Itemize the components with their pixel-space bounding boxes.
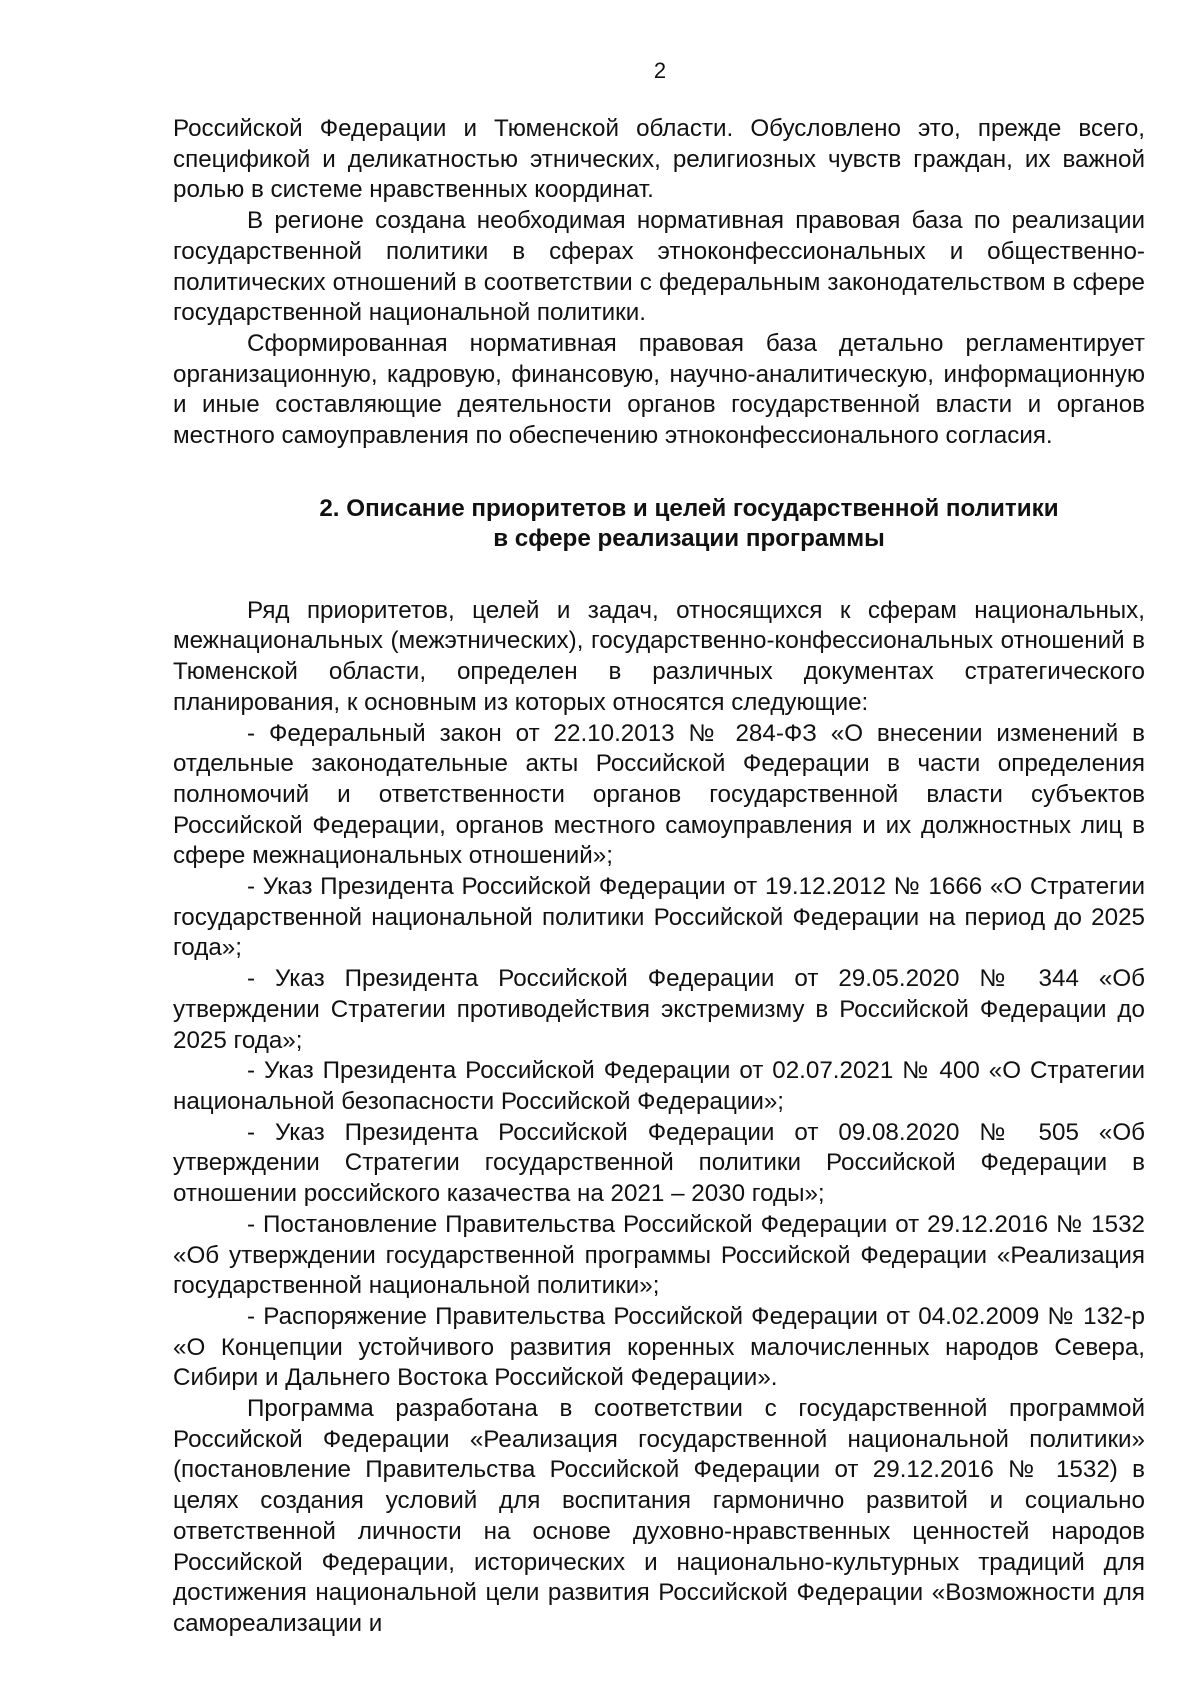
list-item-order-132r: - Распоряжение Правительства Российской Федерации от 04.02.2009 № 132-р «О Концепции устойчивого развития коренных малочисленных народов Севера, Сибири и Дальнего Востока Российской Федерации». [173, 1302, 1145, 1392]
intro-paragraph-2: В регионе создана необходимая нормативная правовая база по реализации государственной политики в сферах этноконфессиональных и общественно-политических отношений в соответствии с федеральным законодательством в сфере государственной национальной политики. [173, 207, 1145, 327]
list-item-decree-505: - Указ Президента Российской Федерации от 09.08.2020 № 505 «Об утверждении Стратегии государственной политики Российской Федерации в отношении российского казачества на 2021 – 2030 годы»; [173, 1118, 1145, 1208]
list-item-decree-344: - Указ Президента Российской Федерации от 29.05.2020 № 344 «Об утверждении Стратегии противодействия экстремизму в Российской Федерации до 2025 года»; [173, 965, 1145, 1054]
program-paragraph: Программа разработана в соответствии с государственной программой Российской Федерации «Реализация государственной национальной политики» (постановление Правительства Российской Федерации от 29.12.2016 № 1532) в целях создания условий для воспитания гармонично развитой и социально ответственной личности на основе духовно-нравственных ценностей народов Российской Федерации, исторических и национально-культурных традиций для достижения национальной цели развития Российской Федерации «Возможности для самореализации и [173, 1395, 1145, 1637]
section-heading-line-1: 2. Описание приоритетов и целей государственной политики [319, 494, 1059, 522]
list-item-decree-400: - Указ Президента Российской Федерации от 02.07.2021 № 400 «О Стратегии национальной безопасности Российской Федерации»; [173, 1057, 1145, 1115]
intro-paragraph-3: Сформированная нормативная правовая база детально регламентирует организационную, кадровую, финансовую, научно-аналитическую, информационную и иные составляющие деятельности органов государственной власти и органов местного самоуправления по обеспечению этноконфессионального согласия. [173, 329, 1145, 450]
section-paragraph-1: Ряд приоритетов, целей и задач, относящихся к сферам национальных, межнациональных (межэтнических), государственно-конфессиональных отношений в Тюменской области, определен в различных документах стратегического планирования, к основным из которых относятся следующие: [173, 596, 1145, 716]
page-number: 2 [653, 58, 667, 83]
intro-paragraph-1: Российской Федерации и Тюменской области. Обусловлено это, прежде всего, спецификой и деликатностью этнических, религиозных чувств граждан, их важной ролью в системе нравственных координат. [173, 115, 1145, 204]
section-heading-line-2: в сфере реализации программы [493, 524, 885, 552]
list-item-resolution-1532: - Постановление Правительства Российской Федерации от 29.12.2016 № 1532 «Об утверждении государственной программы Российской Федерации «Реализация государственной национальной политики»; [173, 1210, 1145, 1300]
section-heading [173, 494, 1145, 554]
page-content [173, 114, 1145, 1640]
list-item-federal-law: - Федеральный закон от 22.10.2013 № 284-ФЗ «О внесении изменений в отдельные законодательные акты Российской Федерации в части определения полномочий и ответственности органов государственной власти субъектов Российской Федерации, органов местного самоуправления и их должностных лиц в сфере межнациональных отношений»; [173, 719, 1145, 870]
list-item-decree-1666: - Указ Президента Российской Федерации от 19.12.2012 № 1666 «О Стратегии государственной национальной политики Российской Федерации на период до 2025 года»; [173, 873, 1145, 962]
